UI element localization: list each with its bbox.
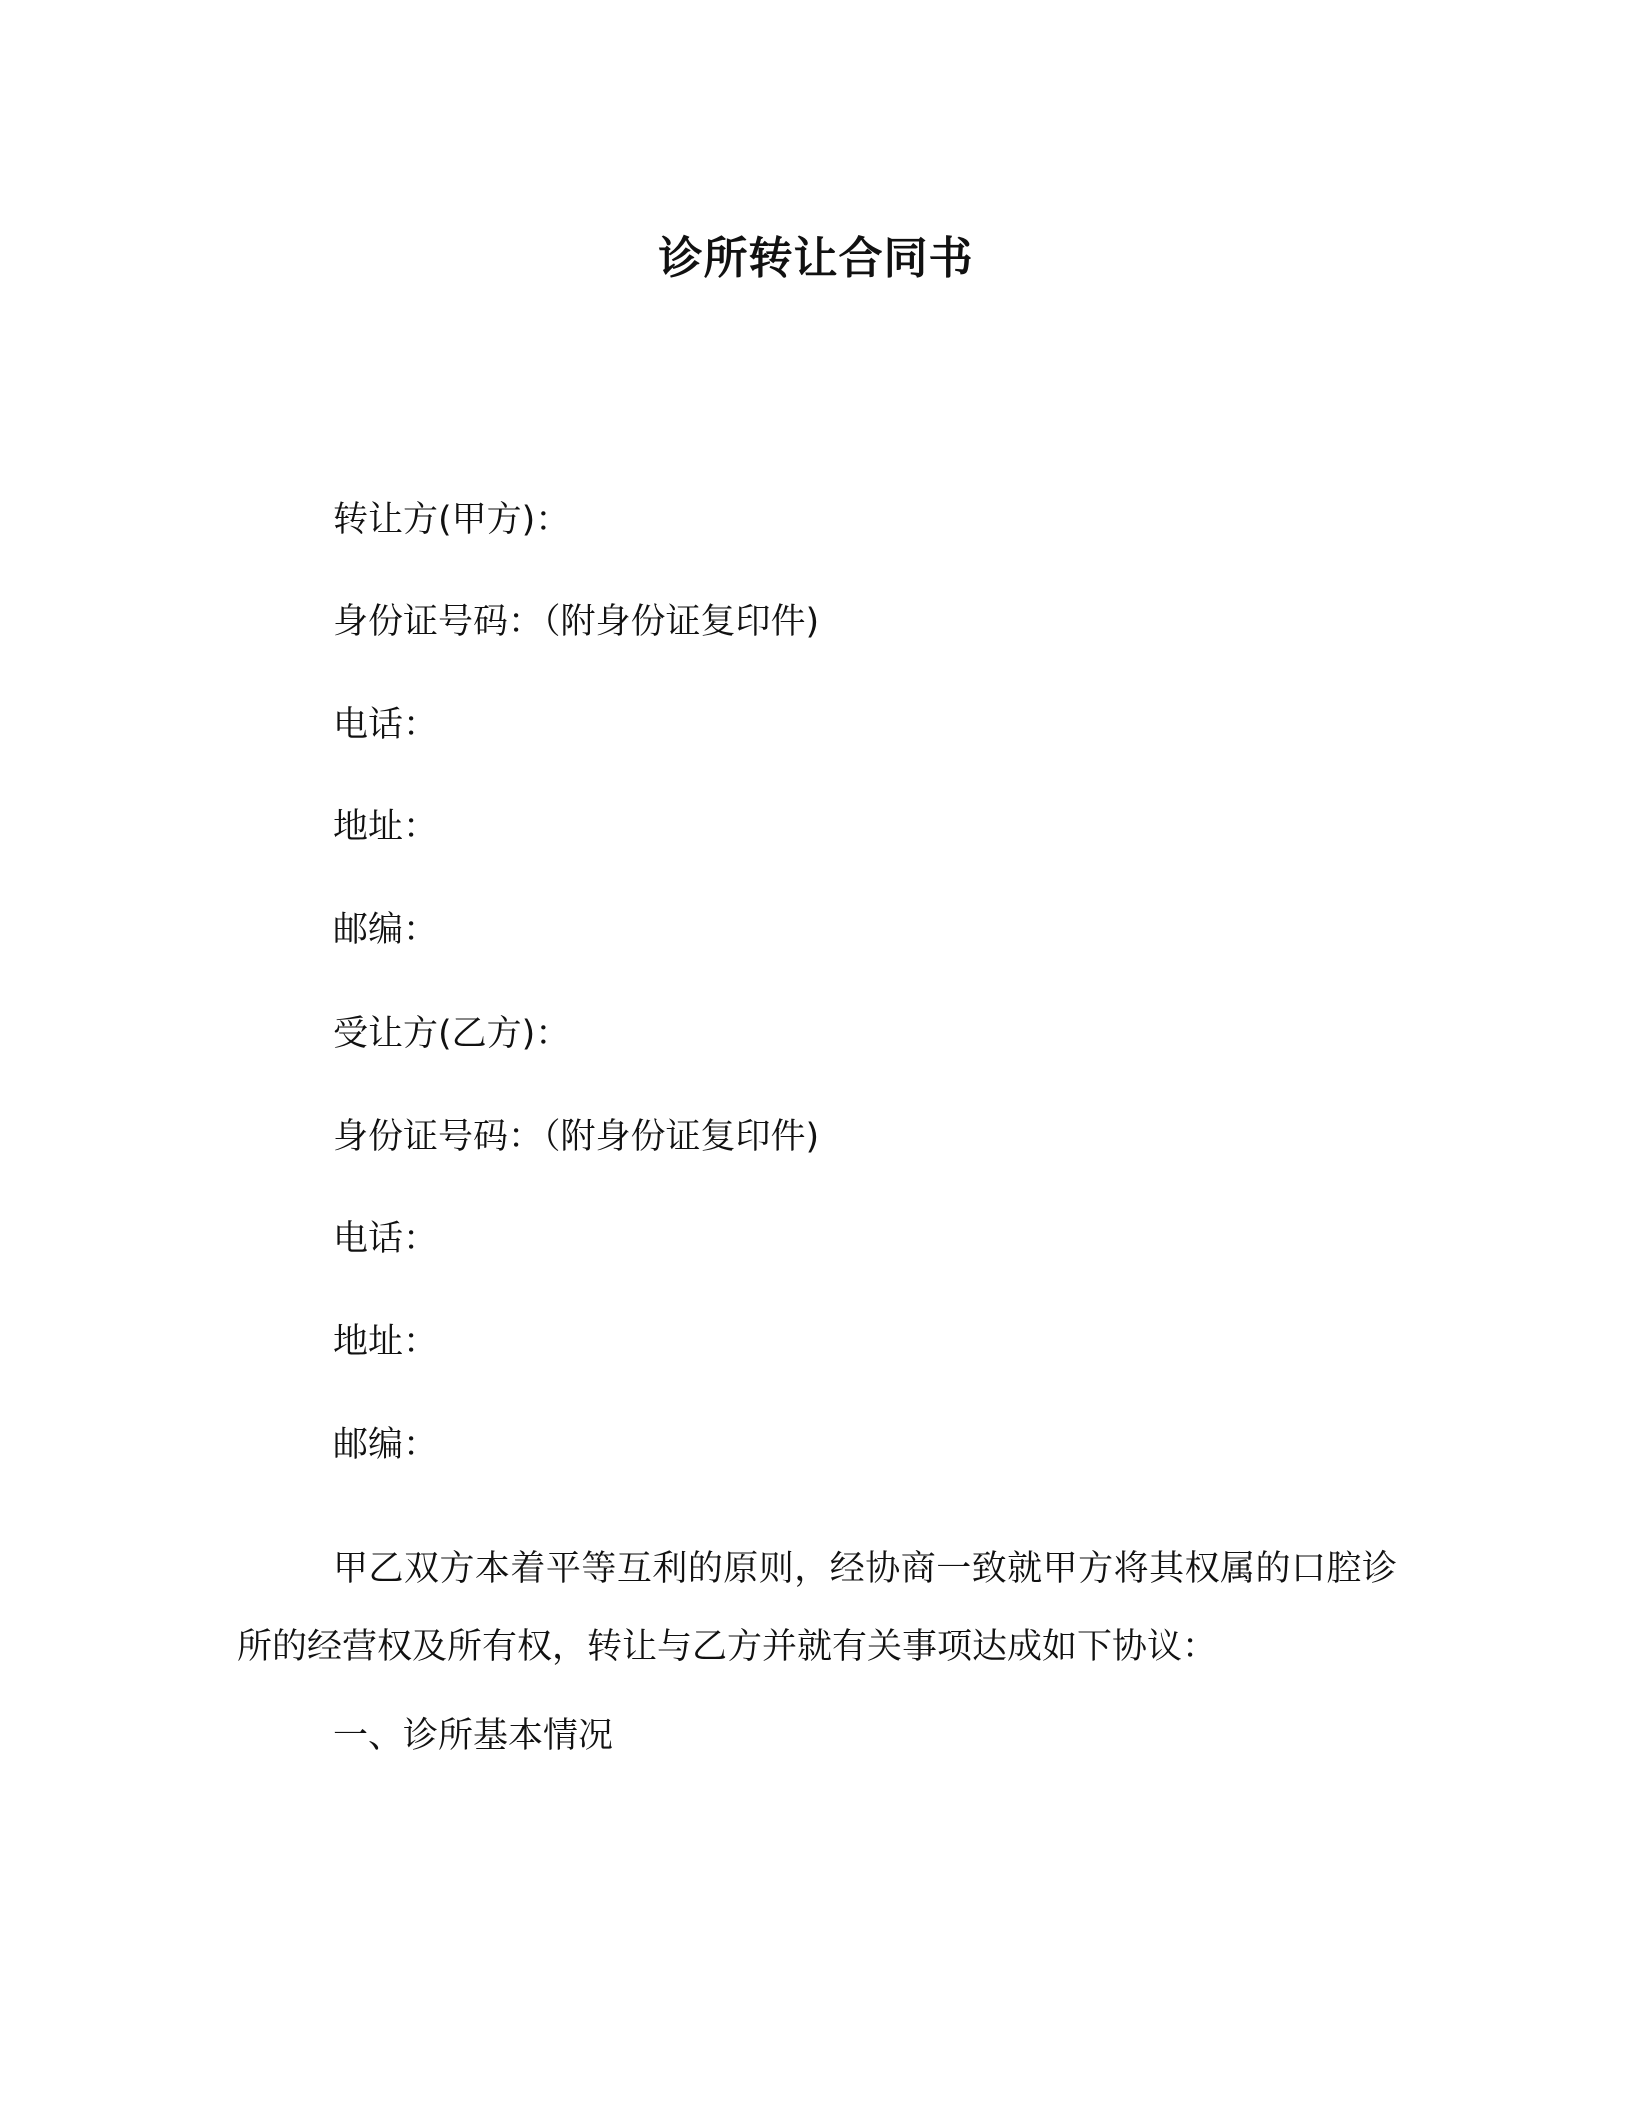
party-b-address: 地址： <box>333 1322 439 1362</box>
party-a-label: 转让方(甲方)： <box>333 500 571 540</box>
party-a-id-number: 身份证号码：（附身份证复印件) <box>333 602 820 642</box>
document-title: 诊所转让合同书 <box>658 233 974 284</box>
party-a-address: 地址： <box>333 807 439 847</box>
party-b-id-number: 身份证号码：（附身份证复印件) <box>333 1117 820 1157</box>
party-a-postcode: 邮编： <box>333 910 439 950</box>
section-heading: 一、诊所基本情况 <box>333 1716 614 1756</box>
party-b-phone: 电话： <box>333 1219 439 1259</box>
party-a-phone: 电话： <box>333 705 439 745</box>
party-b-label: 受让方(乙方)： <box>333 1014 571 1054</box>
preamble-paragraph: 甲乙双方本着平等互利的原则，经协商一致就甲方将其权属的口腔诊所的经营权及所有权，转让与乙方并就有关事项达成如下协议： <box>237 1549 1397 1667</box>
party-b-postcode: 邮编： <box>333 1425 439 1465</box>
